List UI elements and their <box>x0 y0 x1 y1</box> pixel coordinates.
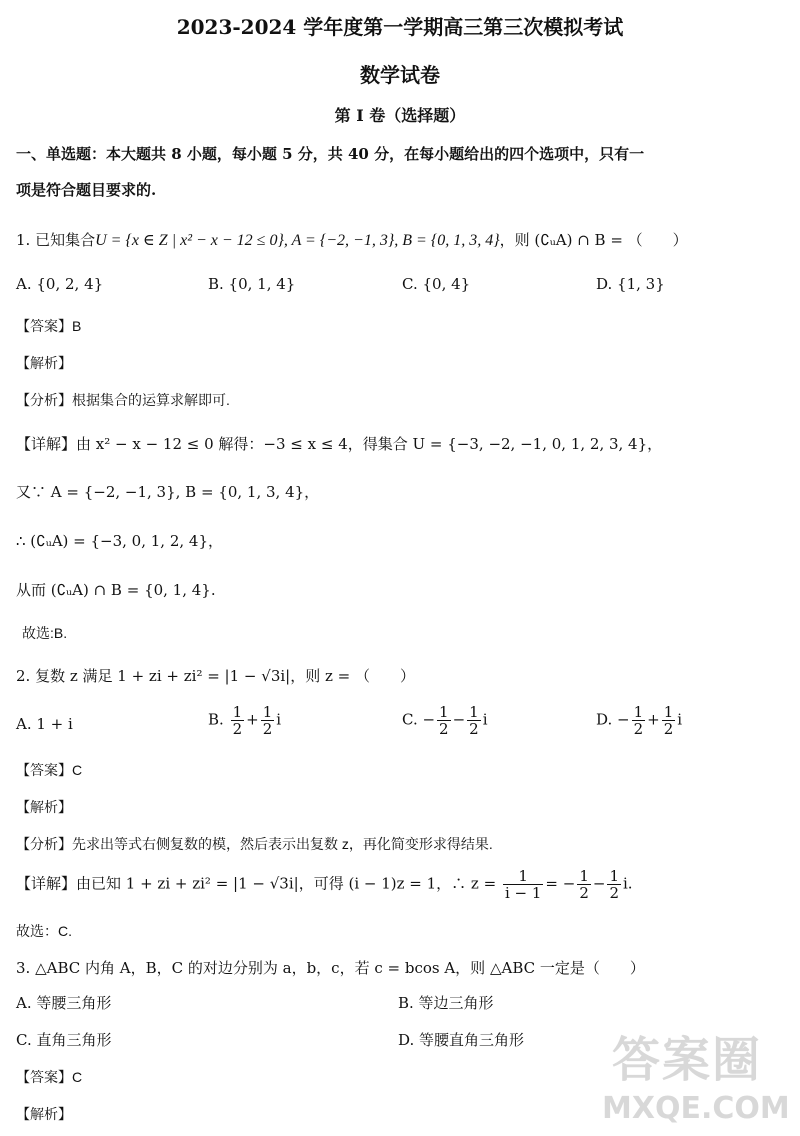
q1-answer: 【答案】B <box>16 318 82 334</box>
q2-detail-prefix: 【详解】由已知 1 + zi + zi² = |1 − √3i|，可得 (i − 1)z = 1，∴ z = <box>16 874 497 893</box>
watermark-top-text: 答案圈 <box>612 1032 763 1088</box>
watermark-logo <box>602 1021 792 1126</box>
fraction-one-half: $\frac{1}{2}$ <box>609 867 619 902</box>
q1-stem-prefix: 1. 已知集合 <box>16 231 96 249</box>
q1-stem-suffix: ，则 (∁ᵤA) ∩ B = （ ） <box>499 231 688 249</box>
q2-answer: 【答案】C <box>16 762 83 778</box>
q3-option-a: A. 等腰三角形 <box>16 994 112 1012</box>
section-instruction-line1: 一、单选题：本大题共 8 小题，每小题 5 分，共 40 分，在每小题给出的四个选项中，只有一 <box>16 145 645 163</box>
q1-option-c: C. {0, 4} <box>402 275 471 293</box>
fraction-one-over-i-minus-1: $\frac{1}{i - 1}$ <box>504 867 542 902</box>
q3-analysis-label: 【解析】 <box>16 1106 72 1122</box>
fraction-one-half: $\frac{1}{2}$ <box>262 703 273 738</box>
q2-detail: 【详解】由已知 1 + zi + zi² = |1 − √3i|，可得 (i − 1)z = 1，∴ z = $\frac{1}{i - 1}$ = − $\frac{1}{2}$ − $\frac{1}{2}$ i. <box>16 867 633 902</box>
q1-step2: 又∵ A = {−2, −1, 3}, B = {0, 1, 3, 4}， <box>16 483 320 501</box>
q2-option-d: D. − $\frac{1}{2}$ + $\frac{1}{2}$ i <box>596 703 683 738</box>
fraction-one-half: $\frac{1}{2}$ <box>232 703 243 738</box>
q2-option-d-label: D. − <box>596 710 630 729</box>
fraction-one-half: $\frac{1}{2}$ <box>439 703 449 738</box>
q1-option-d: D. {1, 3} <box>596 275 665 293</box>
q2-option-b-label: B. <box>208 710 224 729</box>
watermark-bottom-text: MXQE.COM <box>602 1091 790 1126</box>
q1-fenxi: 【分析】根据集合的运算求解即可. <box>16 392 230 408</box>
q1-choice: 故选:B. <box>22 625 68 641</box>
q3-answer: 【答案】C <box>16 1069 83 1085</box>
q3-option-c: C. 直角三角形 <box>16 1031 112 1049</box>
exam-subtitle: 数学试卷 <box>360 63 440 87</box>
q1-analysis-label: 【解析】 <box>16 355 72 371</box>
q1-option-a: A. {0, 2, 4} <box>16 275 104 293</box>
q2-analysis-label: 【解析】 <box>16 799 72 815</box>
q1-detail: 【详解】由 x² − x − 12 ≤ 0 解得：−3 ≤ x ≤ 4，得集合 U = {−3, −2, −1, 0, 1, 2, 3, 4}， <box>16 435 663 453</box>
q2-option-a: A. 1 + i <box>16 715 73 733</box>
q2-option-c-label: C. − <box>402 710 436 729</box>
q2-option-b: B. $\frac{1}{2}$ + $\frac{1}{2}$ i <box>208 703 282 738</box>
question-1-stem <box>16 230 688 251</box>
q1-option-b: B. {0, 1, 4} <box>208 275 296 293</box>
exam-title: 2023-2024 学年度第一学期高三第三次模拟考试 <box>176 15 624 39</box>
q3-option-d: D. 等腰直角三角形 <box>398 1031 525 1049</box>
question-3-stem: 3. △ABC 内角 A，B，C 的对边分别为 a，b，c，若 c = bcos A，则 △ABC 一定是（ ） <box>16 959 645 977</box>
q1-step4: 从而 (∁ᵤA) ∩ B = {0, 1, 4}. <box>16 581 216 599</box>
q1-stem-math: U = {x ∈ Z | x² − x − 12 ≤ 0}, A = {−2, −1, 3}, B = {0, 1, 3, 4} <box>95 232 500 249</box>
fraction-one-half: $\frac{1}{2}$ <box>633 703 644 738</box>
q3-option-b: B. 等边三角形 <box>398 994 494 1012</box>
fraction-one-half: $\frac{1}{2}$ <box>663 703 674 738</box>
question-2-stem: 2. 复数 z 满足 1 + zi + zi² = |1 − √3i|，则 z = （ ） <box>16 667 415 685</box>
volume-heading: 第 I 卷（选择题） <box>334 106 466 125</box>
q2-choice: 故选：C. <box>16 923 72 939</box>
q2-fenxi: 【分析】先求出等式右侧复数的模，然后表示出复数 z，再化简变形求得结果. <box>16 836 493 852</box>
q2-option-c: C. − $\frac{1}{2}$ − $\frac{1}{2}$ i <box>402 703 488 738</box>
q1-step3: ∴ (∁ᵤA) = {−3, 0, 1, 2, 4}， <box>16 532 223 550</box>
fraction-one-half: $\frac{1}{2}$ <box>579 867 589 902</box>
fraction-one-half: $\frac{1}{2}$ <box>469 703 479 738</box>
section-instruction-line2: 项是符合题目要求的. <box>16 181 157 199</box>
